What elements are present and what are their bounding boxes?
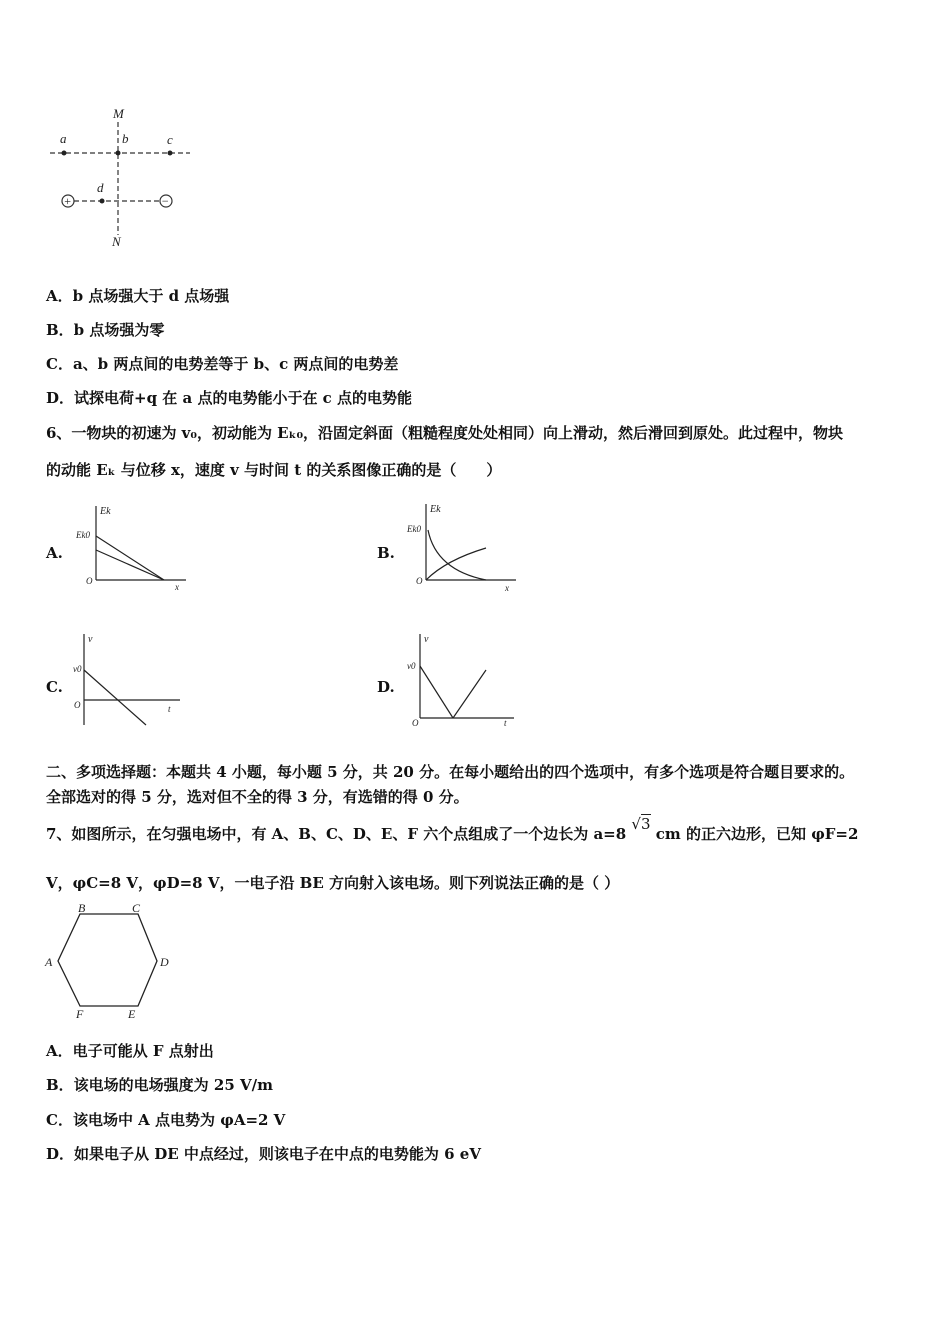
graph-b xyxy=(406,498,526,595)
q7-stem-part1: 7、如图所示，在匀强电场中，有 A、B、C、D、E、F 六个点组成了一个边长为 a=8 xyxy=(46,825,627,843)
q6-label-c: C. xyxy=(46,678,63,696)
q6-label-d: D. xyxy=(377,678,395,696)
sqrt-symbol: √3 xyxy=(631,815,651,833)
graph-c-y0: v0 xyxy=(73,664,82,674)
label-d: d xyxy=(97,180,104,195)
hex-label-D: D xyxy=(160,955,169,969)
hex-label-A: A xyxy=(45,955,53,969)
hex-label-E: E xyxy=(128,1007,136,1021)
label-N: N xyxy=(112,234,121,249)
q6-label-b: B. xyxy=(377,544,395,562)
graph-b-y0: Ek0 xyxy=(407,524,421,534)
q5-option-c: C．a、b 两点间的电势差等于 b、c 两点间的电势差 xyxy=(46,355,399,373)
graph-d-origin: O xyxy=(412,718,419,728)
q7-option-c: C．该电场中 A 点电势为 φA=2 V xyxy=(46,1111,286,1129)
q7-stem-line2: V，φC=8 V，φD=8 V，一电子沿 BE 方向射入该电场。则下列说法正确的是（ ） xyxy=(46,874,620,892)
plus-sign: + xyxy=(63,194,72,208)
graph-c-xlabel: t xyxy=(168,704,171,714)
hex-label-F: F xyxy=(76,1007,84,1021)
q7-stem-part2: cm 的正六边形，已知 φF=2 xyxy=(655,825,859,843)
q6-label-a: A. xyxy=(46,544,63,562)
graph-d xyxy=(404,630,524,730)
graph-d-ylabel: v xyxy=(424,634,429,645)
label-M: M xyxy=(113,106,124,121)
graph-b-ylabel: Ek xyxy=(430,504,441,515)
sqrt-value: 3 xyxy=(640,815,651,833)
q5-option-d: D．试探电荷+q 在 a 点的电势能小于在 c 点的电势能 xyxy=(46,389,413,407)
graph-a-xlabel: x xyxy=(175,582,179,592)
label-c: c xyxy=(167,132,173,147)
label-a: a xyxy=(60,131,67,146)
graph-a-origin: O xyxy=(86,576,93,586)
q7-stem-line1 xyxy=(46,815,859,844)
q5-option-a: A．b 点场强大于 d 点场强 xyxy=(46,287,230,305)
graph-a xyxy=(76,500,196,595)
minus-sign: − xyxy=(161,194,170,208)
hexagon-figure xyxy=(42,900,182,1022)
label-b: b xyxy=(122,131,129,146)
hex-label-B: B xyxy=(78,901,86,915)
hex-label-C: C xyxy=(132,901,141,915)
graph-c-origin: O xyxy=(74,700,81,710)
charge-field-figure xyxy=(50,100,200,250)
q7-option-a: A．电子可能从 F 点射出 xyxy=(46,1042,214,1060)
q7-option-b: B．该电场的电场强度为 25 V/m xyxy=(46,1076,273,1094)
graph-d-xlabel: t xyxy=(504,718,507,728)
section2-heading-line2: 全部选对的得 5 分，选对但不全的得 3 分，有选错的得 0 分。 xyxy=(46,788,469,806)
graph-a-ylabel: Ek xyxy=(100,506,111,517)
q5-option-b: B．b 点场强为零 xyxy=(46,321,165,339)
q6-stem-line2: 的动能 Eₖ 与位移 x，速度 v 与时间 t 的关系图像正确的是（ ） xyxy=(46,461,502,479)
graph-c-ylabel: v xyxy=(88,634,93,645)
graph-a-y0: Ek0 xyxy=(76,530,90,540)
graph-c xyxy=(70,630,190,730)
q7-option-d: D．如果电子从 DE 中点经过，则该电子在中点的电势能为 6 eV xyxy=(46,1145,481,1163)
graph-b-origin: O xyxy=(416,576,423,586)
graph-d-y0: v0 xyxy=(407,661,416,671)
graph-b-xlabel: x xyxy=(505,583,509,593)
q6-stem-line1: 6、一物块的初速为 v₀，初动能为 Eₖ₀，沿固定斜面（粗糙程度处处相同）向上滑动，然后滑回到原处。此过程中，物块 xyxy=(46,424,844,442)
section2-heading-line1: 二、多项选择题：本题共 4 小题，每小题 5 分，共 20 分。在每小题给出的四个选项中，有多个选项是符合题目要求的。 xyxy=(46,763,855,781)
